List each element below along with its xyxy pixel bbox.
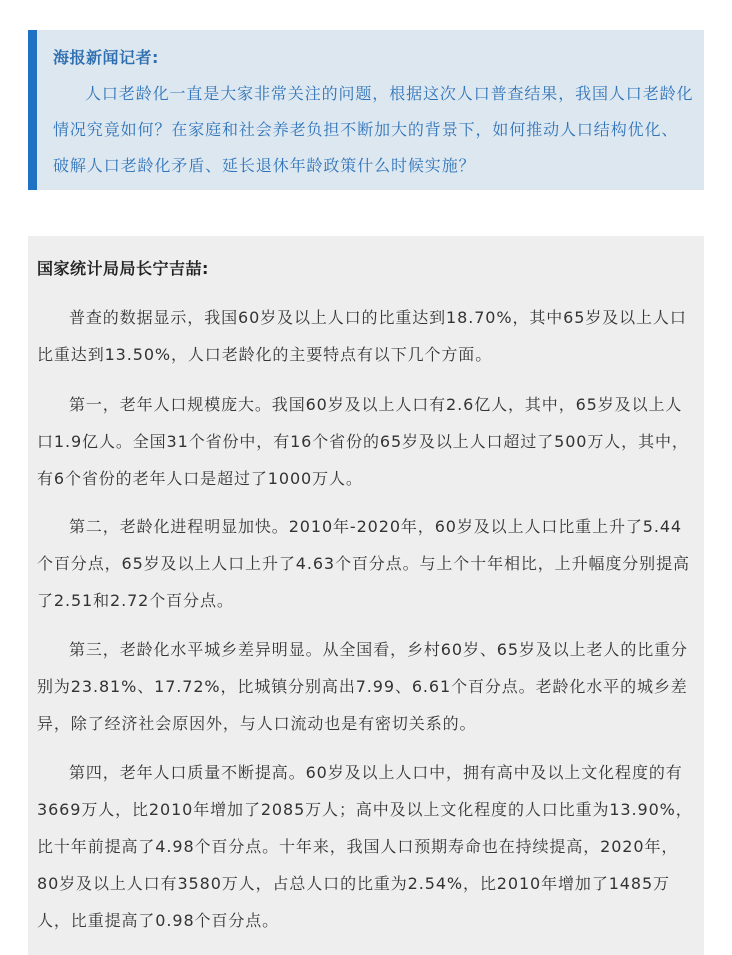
question-box — [28, 30, 704, 190]
question-text: 人口老龄化一直是大家非常关注的问题，根据这次人口普查结果，我国人口老龄化情况究竟如何？在家庭和社会养老负担不断加大的背景下，如何推动人口结构优化、破解人口老龄化矛盾、延长退休年龄政策什么时候实施？ — [53, 84, 694, 175]
answer-paragraph-third: 第三，老龄化水平城乡差异明显。从全国看，乡村60岁、65岁及以上老人的比重分别为23.81%、17.72%，比城镇分别高出7.99、6.61个百分点。老龄化水平的城乡差异，除了经济社会原因外，与人口流动也是有密切关系的。 — [37, 640, 688, 733]
answer-paragraph-first: 第一，老年人口规模庞大。我国60岁及以上人口有2.6亿人，其中，65岁及以上人口1.9亿人。全国31个省份中，有16个省份的65岁及以上人口超过了500万人，其中，有6个省份的老年人口是超过了1000万人。 — [37, 395, 689, 488]
answer-title: 国家统计局局长宁吉喆: — [37, 259, 209, 278]
question-title: 海报新闻记者: — [53, 48, 159, 67]
answer-box — [28, 236, 704, 955]
answer-paragraph-fourth: 第四，老年人口质量不断提高。60岁及以上人口中，拥有高中及以上文化程度的有3669万人，比2010年增加了2085万人；高中及以上文化程度的人口比重为13.90%，比十年前提高了4.98个百分点。十年来，我国人口预期寿命也在持续提高，2020年，80岁及以上人口有3580万人，占总人口的比重为2.54%，比2010年增加了1485万人，比重提高了0.98个百分点。 — [37, 763, 693, 930]
answer-paragraph-intro: 普查的数据显示，我国60岁及以上人口的比重达到18.70%，其中65岁及以上人口比重达到13.50%，人口老龄化的主要特点有以下几个方面。 — [37, 308, 687, 364]
question-accent-bar — [28, 30, 37, 190]
answer-paragraph-second: 第二，老龄化进程明显加快。2010年-2020年，60岁及以上人口比重上升了5.44个百分点，65岁及以上人口上升了4.63个百分点。与上个十年相比，上升幅度分别提高了2.51和2.72个百分点。 — [37, 517, 690, 610]
